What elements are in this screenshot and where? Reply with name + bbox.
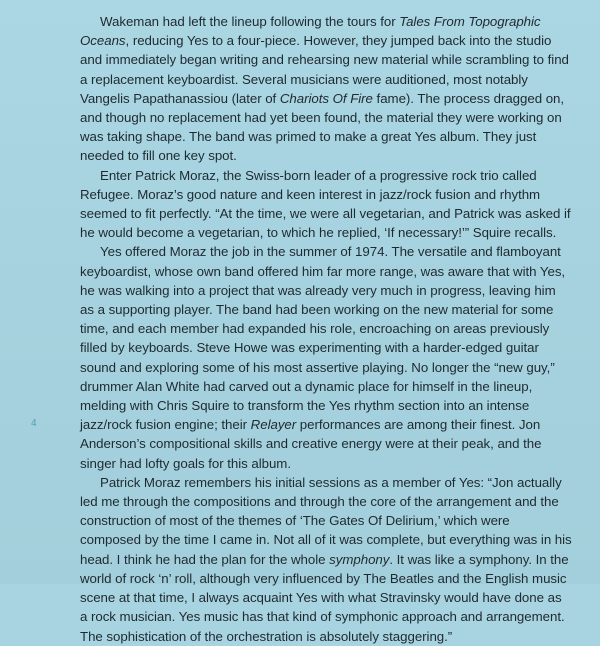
- italic-title-text: symphony: [329, 551, 390, 567]
- italic-title-text: Chariots Of Fire: [279, 90, 373, 106]
- paragraph-3: [80, 242, 572, 472]
- body-text: Yes offered Moraz the job in the summer of 1974. The versatile and flamboyant keyboardist, whose own band offered him far more range, was aware that with Yes, he was walking into a project that was already very much in progress, leaving him as a supporting player. The band had been working on the new material for some time, and each member had expanded his role, encroaching on areas previously filled by keyboards. Steve Howe was experimenting with a harder-edged guitar sound and exploring some of his most assertive playing. No longer the “new guy,” drummer Alan White had carved out a dynamic place for himself in the lineup, melding with Chris Squire to transform the Yes rhythm section into an intense jazz/rock fusion engine; their: [80, 244, 566, 433]
- italic-title-text: Tales From Topographic Oceans: [80, 14, 541, 49]
- paragraph-2: [80, 166, 572, 243]
- body-text: Enter Patrick Moraz, the Swiss-born leader of a progressive rock trio called Refugee. Moraz’s good nature and keen interest in jazz/rock fusion and rhythm seemed to fit perfectly. “At the time, we were all vegetarian, and Patrick was asked if he would become a vegetarian, to which he replied, ‘If necessary!’” Squire recalls.: [80, 167, 571, 241]
- body-text: , reducing Yes to a four-piece. However, they jumped back into the studio and immediately began writing and rehearsing new material while scrambling to find a replacement keyboardist. Several musicians were auditioned, most notably Vangelis Papathanassiou (later of: [80, 33, 569, 106]
- body-text: Patrick Moraz remembers his initial sessions as a member of Yes: “Jon actually led me through the compositions and through the core of the arrangement and the construction of most of the themes of ‘The Gates Of Delirium,’ which were composed by the time I came in. Not all of it was complete, but everything was in his head. I think he had the plan for the whole: [80, 474, 572, 567]
- italic-title-text: Relayer: [250, 417, 297, 433]
- paragraph-1: [80, 12, 572, 166]
- body-text: performances are among their finest. Jon Anderson’s compositional skills and creative energy were at their peak, and the singer had lofty goals for this album.: [80, 417, 542, 471]
- article-body: [80, 12, 572, 646]
- body-text: . It was like a symphony. In the world of rock ‘n’ roll, although very influenced by The Beatles and the English music scene at that time, I always acquaint Yes with what Stravinsky would have done as a rock musician. Yes music has that kind of symphonic approach and arrangement. The sophistication of the orchestration is absolutely staggering.”: [80, 551, 569, 644]
- page-number: 4: [31, 418, 37, 429]
- body-text: Wakeman had left the lineup following the tours for: [100, 14, 400, 29]
- body-text: fame). The process dragged on, and though no replacement had yet been found, the material they were working on was taking shape. The band was primed to make a great Yes album. They just needed to fill one key spot.: [80, 90, 565, 164]
- paragraph-4: [80, 473, 572, 646]
